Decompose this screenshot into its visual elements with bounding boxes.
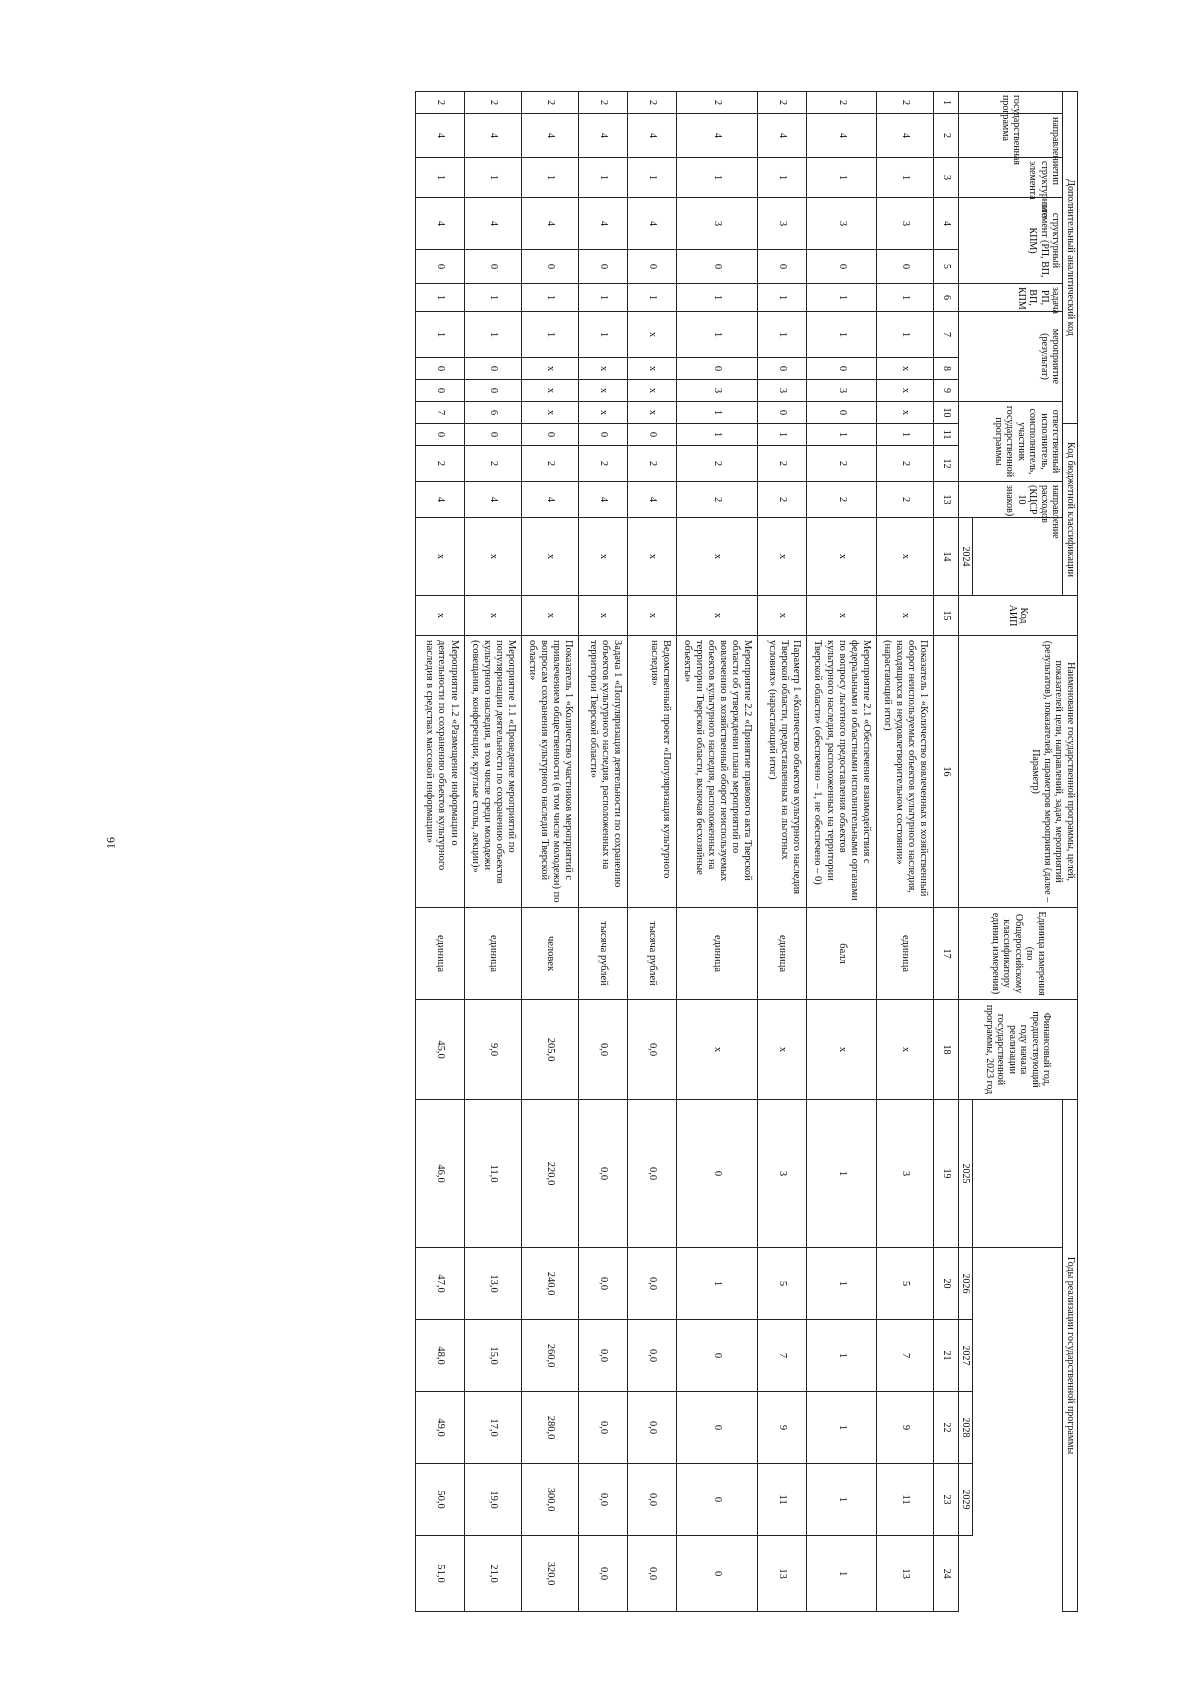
- row-year-value: 0: [677, 1100, 758, 1248]
- header-tip: тип структурного элемента: [959, 158, 1064, 198]
- code-cell: 4: [415, 482, 464, 518]
- row-year-value: 1: [807, 1464, 876, 1536]
- code-cell: х: [628, 402, 677, 424]
- row-year-value: 1: [677, 1248, 758, 1320]
- code-cell: 1: [807, 284, 876, 312]
- code-cell: 2: [876, 92, 933, 114]
- header-name: Наименование государственной программы, целей, показателей цели, направлений, задач, мероприятий (результатов), показателей, параметров мероприятия (далее – Параметр): [959, 636, 1078, 908]
- row-unit: балл: [807, 908, 876, 1000]
- row-name: Мероприятие 2.2 «Принятие правового акта Тверской области об утверждении плана мероприятий по вовлечению в хозяйственный оборот неиспользуемых объектов культурного наследия, расположенных на территории Тверской области, включая бесхозяйные объекты»: [677, 636, 758, 908]
- code-cell: 0: [415, 358, 464, 380]
- code-cell: 4: [521, 482, 578, 518]
- row-year-value: 9: [876, 1392, 933, 1464]
- col-number: 3: [934, 158, 959, 198]
- header-year: 2026: [959, 1248, 974, 1320]
- row-year-value: 50,0: [415, 1464, 464, 1536]
- row-year-value: 0,0: [579, 1392, 628, 1464]
- row-year-value: 0,0: [579, 1320, 628, 1392]
- code-cell: 2: [758, 446, 807, 482]
- code-cell: 2: [677, 482, 758, 518]
- code-cell: 1: [807, 312, 876, 358]
- header-year: 2029: [959, 1464, 974, 1536]
- code-cell: 2: [807, 446, 876, 482]
- code-cell: х: [579, 518, 628, 596]
- code-cell: 0: [758, 358, 807, 380]
- header-gos-prog: государственная программа: [959, 92, 1064, 114]
- row-year-value: 11: [876, 1464, 933, 1536]
- code-cell: 0: [521, 250, 578, 284]
- code-cell: 1: [464, 312, 521, 358]
- row-unit: единица: [876, 908, 933, 1000]
- row-fin-year-value: 0,0: [579, 1000, 628, 1100]
- code-cell: 0: [464, 358, 521, 380]
- col-number: 11: [934, 424, 959, 446]
- code-cell: 1: [464, 284, 521, 312]
- code-cell: 2: [876, 446, 933, 482]
- code-cell: 2: [464, 92, 521, 114]
- table-row: [579, 92, 628, 1612]
- row-year-value: 0,0: [628, 1100, 677, 1248]
- row-year-value: 0,0: [579, 1248, 628, 1320]
- table-row: [677, 92, 758, 1612]
- col-number: 1: [934, 92, 959, 114]
- code-cell: 0: [415, 250, 464, 284]
- table-row: [807, 92, 876, 1612]
- row-year-value: 0,0: [628, 1536, 677, 1612]
- code-cell: 1: [579, 284, 628, 312]
- code-cell: х: [876, 402, 933, 424]
- code-cell: х: [876, 358, 933, 380]
- row-year-value: 0,0: [628, 1392, 677, 1464]
- header-kod-aip: Код АИП: [959, 596, 1078, 636]
- row-year-value: 47,0: [415, 1248, 464, 1320]
- header-napravlenie: направление: [959, 114, 1064, 158]
- code-cell: 2: [677, 446, 758, 482]
- code-cell: 1: [876, 424, 933, 446]
- code-cell: 0: [677, 250, 758, 284]
- col-number: 20: [934, 1248, 959, 1320]
- header-year: 2027: [959, 1320, 974, 1392]
- code-cell: 4: [579, 482, 628, 518]
- code-cell: 4: [464, 198, 521, 250]
- code-cell: 1: [807, 158, 876, 198]
- row-year-value: 1: [807, 1248, 876, 1320]
- table-row: [464, 92, 521, 1612]
- code-cell: 4: [579, 114, 628, 158]
- col-number: 22: [934, 1392, 959, 1464]
- row-year-value: 0,0: [628, 1248, 677, 1320]
- col-number: 6: [934, 284, 959, 312]
- code-cell: 1: [807, 424, 876, 446]
- code-cell: 0: [628, 424, 677, 446]
- code-cell: 1: [758, 284, 807, 312]
- code-cell: 0: [758, 250, 807, 284]
- row-year-value: 1: [807, 1536, 876, 1612]
- row-year-value: 220,0: [521, 1100, 578, 1248]
- code-cell: х: [677, 596, 758, 636]
- row-year-value: 3: [876, 1100, 933, 1248]
- row-year-value: 0: [677, 1464, 758, 1536]
- row-year-value: 240,0: [521, 1248, 578, 1320]
- row-unit: тысяча рублей: [628, 908, 677, 1000]
- code-cell: 1: [677, 424, 758, 446]
- row-year-value: 5: [876, 1248, 933, 1320]
- row-name: Мероприятие 1.1 «Проведение мероприятий по популяризации деятельности по сохранению объектов культурного наследия, в том числе среди молодежи (совещания, конференции, круглые столы, лекции)»: [464, 636, 521, 908]
- row-name: Параметр 1 «Количество объектов культурного наследия Тверской области, предоставленных на льготных условиях» (нарастающий итог): [758, 636, 807, 908]
- code-cell: х: [628, 358, 677, 380]
- code-cell: 0: [579, 250, 628, 284]
- code-cell: 0: [807, 250, 876, 284]
- code-cell: 2: [464, 446, 521, 482]
- page-number: 16: [103, 837, 118, 849]
- code-cell: 2: [677, 92, 758, 114]
- code-cell: х: [758, 596, 807, 636]
- code-cell: 4: [579, 198, 628, 250]
- row-fin-year-value: х: [758, 1000, 807, 1100]
- code-cell: 2: [521, 446, 578, 482]
- code-cell: 2: [415, 92, 464, 114]
- row-year-value: 11,0: [464, 1100, 521, 1248]
- code-cell: 1: [521, 284, 578, 312]
- col-number: 19: [934, 1100, 959, 1248]
- header-unit: Единица измерения (по Общероссийскому классификатору единиц измерения): [959, 908, 1078, 1000]
- code-cell: 0: [807, 358, 876, 380]
- code-cell: х: [628, 312, 677, 358]
- row-fin-year-value: 0,0: [628, 1000, 677, 1100]
- row-year-value: 46,0: [415, 1100, 464, 1248]
- code-cell: 1: [415, 312, 464, 358]
- row-year-value: 3: [758, 1100, 807, 1248]
- row-unit: единица: [677, 908, 758, 1000]
- code-cell: 1: [876, 158, 933, 198]
- col-number: 2: [934, 114, 959, 158]
- table-row: [415, 92, 464, 1612]
- code-cell: 2: [579, 92, 628, 114]
- code-cell: 0: [579, 424, 628, 446]
- row-unit: единица: [758, 908, 807, 1000]
- code-cell: 2: [758, 482, 807, 518]
- code-cell: х: [464, 518, 521, 596]
- code-cell: х: [521, 358, 578, 380]
- code-cell: 1: [876, 284, 933, 312]
- header-napr-rashodov: направление расходов (КЦСР 10 знаков): [959, 482, 1064, 518]
- row-fin-year-value: 45,0: [415, 1000, 464, 1100]
- code-cell: 4: [677, 114, 758, 158]
- header-years-group: Годы реализации государственной программы: [1063, 1100, 1078, 1612]
- code-cell: х: [628, 518, 677, 596]
- header-struct-el: структурный элемент (РП, ВП, КПМ): [959, 198, 1064, 284]
- header-zadacha: задача РП, ВП, КПМ: [959, 284, 1064, 312]
- code-cell: 1: [677, 402, 758, 424]
- code-cell: 3: [677, 380, 758, 402]
- code-cell: 3: [677, 198, 758, 250]
- code-cell: х: [415, 596, 464, 636]
- code-cell: 0: [521, 424, 578, 446]
- code-cell: 1: [464, 158, 521, 198]
- row-year-value: 0: [677, 1320, 758, 1392]
- code-cell: 4: [464, 114, 521, 158]
- code-cell: 4: [415, 114, 464, 158]
- code-cell: 1: [628, 284, 677, 312]
- code-cell: 1: [579, 158, 628, 198]
- row-fin-year-value: х: [876, 1000, 933, 1100]
- header-dop-code: Дополнительный аналитический код: [1063, 92, 1078, 424]
- table-row: [521, 92, 578, 1612]
- code-cell: х: [579, 596, 628, 636]
- row-name: Показатель 1 «Количество участников мероприятий с привлечением общественности (в том числе молодежи) по вопросам сохранения культурного наследия Тверской области»: [521, 636, 578, 908]
- code-cell: 4: [628, 482, 677, 518]
- row-year-value: 0,0: [579, 1464, 628, 1536]
- code-cell: 2: [876, 482, 933, 518]
- code-cell: 0: [415, 424, 464, 446]
- code-cell: 3: [876, 198, 933, 250]
- col-number: 12: [934, 446, 959, 482]
- code-cell: 4: [807, 114, 876, 158]
- col-number: 24: [934, 1536, 959, 1612]
- header-meropriyatie: мероприятие (результат): [959, 312, 1064, 402]
- row-year-value: 15,0: [464, 1320, 521, 1392]
- col-number: 16: [934, 636, 959, 908]
- code-cell: х: [628, 596, 677, 636]
- col-number: 18: [934, 1000, 959, 1100]
- rotated-table-container: [176, 91, 1078, 1611]
- code-cell: 3: [758, 380, 807, 402]
- row-year-value: 0: [677, 1392, 758, 1464]
- code-cell: 2: [758, 92, 807, 114]
- code-cell: 0: [415, 380, 464, 402]
- code-cell: х: [807, 518, 876, 596]
- code-cell: 1: [579, 312, 628, 358]
- code-cell: 0: [628, 250, 677, 284]
- code-cell: 1: [677, 284, 758, 312]
- col-number: 15: [934, 596, 959, 636]
- code-cell: х: [521, 518, 578, 596]
- row-name: Показатель 1 «Количество вовлеченных в хозяйственный оборот неиспользуемых объектов культурного наследия, находящихся в неудовлетворительном состоянии» (нарастающий итог): [876, 636, 933, 908]
- row-year-value: 9: [758, 1392, 807, 1464]
- row-year-value: 0,0: [628, 1464, 677, 1536]
- row-unit: человек: [521, 908, 578, 1000]
- code-cell: 2: [628, 92, 677, 114]
- table-row: [758, 92, 807, 1612]
- row-name: Ведомственный проект «Популяризация культурного наследия»: [628, 636, 677, 908]
- code-cell: х: [876, 380, 933, 402]
- row-year-value: 13: [876, 1536, 933, 1612]
- header-year: 2024: [959, 518, 974, 596]
- code-cell: 1: [758, 158, 807, 198]
- code-cell: 2: [415, 446, 464, 482]
- row-year-value: 0,0: [579, 1100, 628, 1248]
- table-row: [876, 92, 933, 1612]
- row-unit: единица: [464, 908, 521, 1000]
- row-year-value: 280,0: [521, 1392, 578, 1464]
- row-fin-year-value: х: [807, 1000, 876, 1100]
- code-cell: 4: [464, 482, 521, 518]
- row-year-value: 1: [807, 1392, 876, 1464]
- code-cell: 0: [464, 380, 521, 402]
- row-year-value: 320,0: [521, 1536, 578, 1612]
- header-otvetstv: ответственный исполнитель, соисполнитель, участник государственной программы: [959, 402, 1064, 482]
- col-number: 21: [934, 1320, 959, 1392]
- code-cell: 1: [876, 312, 933, 358]
- col-number: 13: [934, 482, 959, 518]
- column-numbers-row: [934, 92, 959, 1612]
- row-year-value: 5: [758, 1248, 807, 1320]
- row-fin-year-value: х: [677, 1000, 758, 1100]
- row-year-value: 0,0: [579, 1536, 628, 1612]
- code-cell: 4: [415, 198, 464, 250]
- row-year-value: 13,0: [464, 1248, 521, 1320]
- row-name: Мероприятие 2.1 «Обеспечение взаимодействия с федеральными и областными исполнительными органами по вопросу льготного предоставления объектов культурного наследия, расположенных на территории Тверской области» (обеспечено – 1, не обеспечено – 0): [807, 636, 876, 908]
- row-year-value: 49,0: [415, 1392, 464, 1464]
- code-cell: 2: [807, 482, 876, 518]
- row-year-value: 21,0: [464, 1536, 521, 1612]
- header-fin-year: Финансовый год, предшествующий году начала реализации государственной программы, 2023 год: [959, 1000, 1078, 1100]
- code-cell: х: [677, 518, 758, 596]
- row-fin-year-value: 9,0: [464, 1000, 521, 1100]
- code-cell: 4: [628, 114, 677, 158]
- code-cell: 1: [415, 158, 464, 198]
- code-cell: х: [521, 402, 578, 424]
- header-year: 2025: [959, 1100, 974, 1248]
- code-cell: 4: [521, 198, 578, 250]
- col-number: 7: [934, 312, 959, 358]
- code-cell: 4: [628, 198, 677, 250]
- row-year-value: 11: [758, 1464, 807, 1536]
- row-year-value: 260,0: [521, 1320, 578, 1392]
- row-year-value: 51,0: [415, 1536, 464, 1612]
- row-fin-year-value: 205,0: [521, 1000, 578, 1100]
- code-cell: х: [876, 518, 933, 596]
- code-cell: х: [521, 380, 578, 402]
- col-number: 4: [934, 198, 959, 250]
- code-cell: х: [579, 402, 628, 424]
- code-cell: 1: [521, 312, 578, 358]
- code-cell: 0: [758, 402, 807, 424]
- col-number: 10: [934, 402, 959, 424]
- row-unit: единица: [415, 908, 464, 1000]
- code-cell: 1: [677, 312, 758, 358]
- code-cell: 0: [677, 358, 758, 380]
- code-cell: х: [807, 596, 876, 636]
- row-year-value: 7: [758, 1320, 807, 1392]
- code-cell: 1: [758, 312, 807, 358]
- code-cell: 4: [521, 114, 578, 158]
- code-cell: 1: [628, 158, 677, 198]
- row-year-value: 0: [677, 1536, 758, 1612]
- code-cell: 3: [807, 198, 876, 250]
- header-kbk: Код бюджетной классификации: [1063, 424, 1078, 596]
- code-cell: х: [464, 596, 521, 636]
- code-cell: 0: [464, 424, 521, 446]
- row-year-value: 300,0: [521, 1464, 578, 1536]
- row-name: Мероприятие 1.2 «Размещение информации о деятельности по сохранению объектов культурного наследия в средствах массовой информации»: [415, 636, 464, 908]
- row-year-value: 48,0: [415, 1320, 464, 1392]
- table-body: [415, 92, 933, 1612]
- code-cell: х: [415, 518, 464, 596]
- row-year-value: 0,0: [628, 1320, 677, 1392]
- code-cell: х: [521, 596, 578, 636]
- code-cell: 2: [579, 446, 628, 482]
- code-cell: 1: [758, 424, 807, 446]
- col-number: 23: [934, 1464, 959, 1536]
- code-cell: х: [758, 518, 807, 596]
- code-cell: 1: [415, 284, 464, 312]
- col-number: 17: [934, 908, 959, 1000]
- code-cell: х: [876, 596, 933, 636]
- row-unit: тысяча рублей: [579, 908, 628, 1000]
- row-year-value: 19,0: [464, 1464, 521, 1536]
- row-year-value: 7: [876, 1320, 933, 1392]
- code-cell: 2: [628, 446, 677, 482]
- code-cell: 4: [758, 114, 807, 158]
- code-cell: х: [628, 380, 677, 402]
- program-table: [415, 91, 1078, 1612]
- code-cell: х: [579, 380, 628, 402]
- row-name: Задача 1 «Популяризация деятельности по сохранению объектов культурного наследия, расположенных на территории Тверской области»: [579, 636, 628, 908]
- code-cell: 4: [876, 114, 933, 158]
- code-cell: 1: [677, 158, 758, 198]
- row-year-value: 17,0: [464, 1392, 521, 1464]
- code-cell: 3: [758, 198, 807, 250]
- code-cell: 0: [876, 250, 933, 284]
- code-cell: 3: [807, 380, 876, 402]
- table-row: [628, 92, 677, 1612]
- row-year-value: 13: [758, 1536, 807, 1612]
- col-number: 9: [934, 380, 959, 402]
- col-number: 5: [934, 250, 959, 284]
- row-year-value: 1: [807, 1320, 876, 1392]
- code-cell: 0: [807, 402, 876, 424]
- code-cell: х: [579, 358, 628, 380]
- col-number: 8: [934, 358, 959, 380]
- code-cell: 2: [807, 92, 876, 114]
- code-cell: 2: [521, 92, 578, 114]
- header-year: 2028: [959, 1392, 974, 1464]
- code-cell: 0: [464, 250, 521, 284]
- col-number: 14: [934, 518, 959, 596]
- code-cell: 7: [415, 402, 464, 424]
- code-cell: 1: [521, 158, 578, 198]
- row-year-value: 1: [807, 1100, 876, 1248]
- code-cell: 6: [464, 402, 521, 424]
